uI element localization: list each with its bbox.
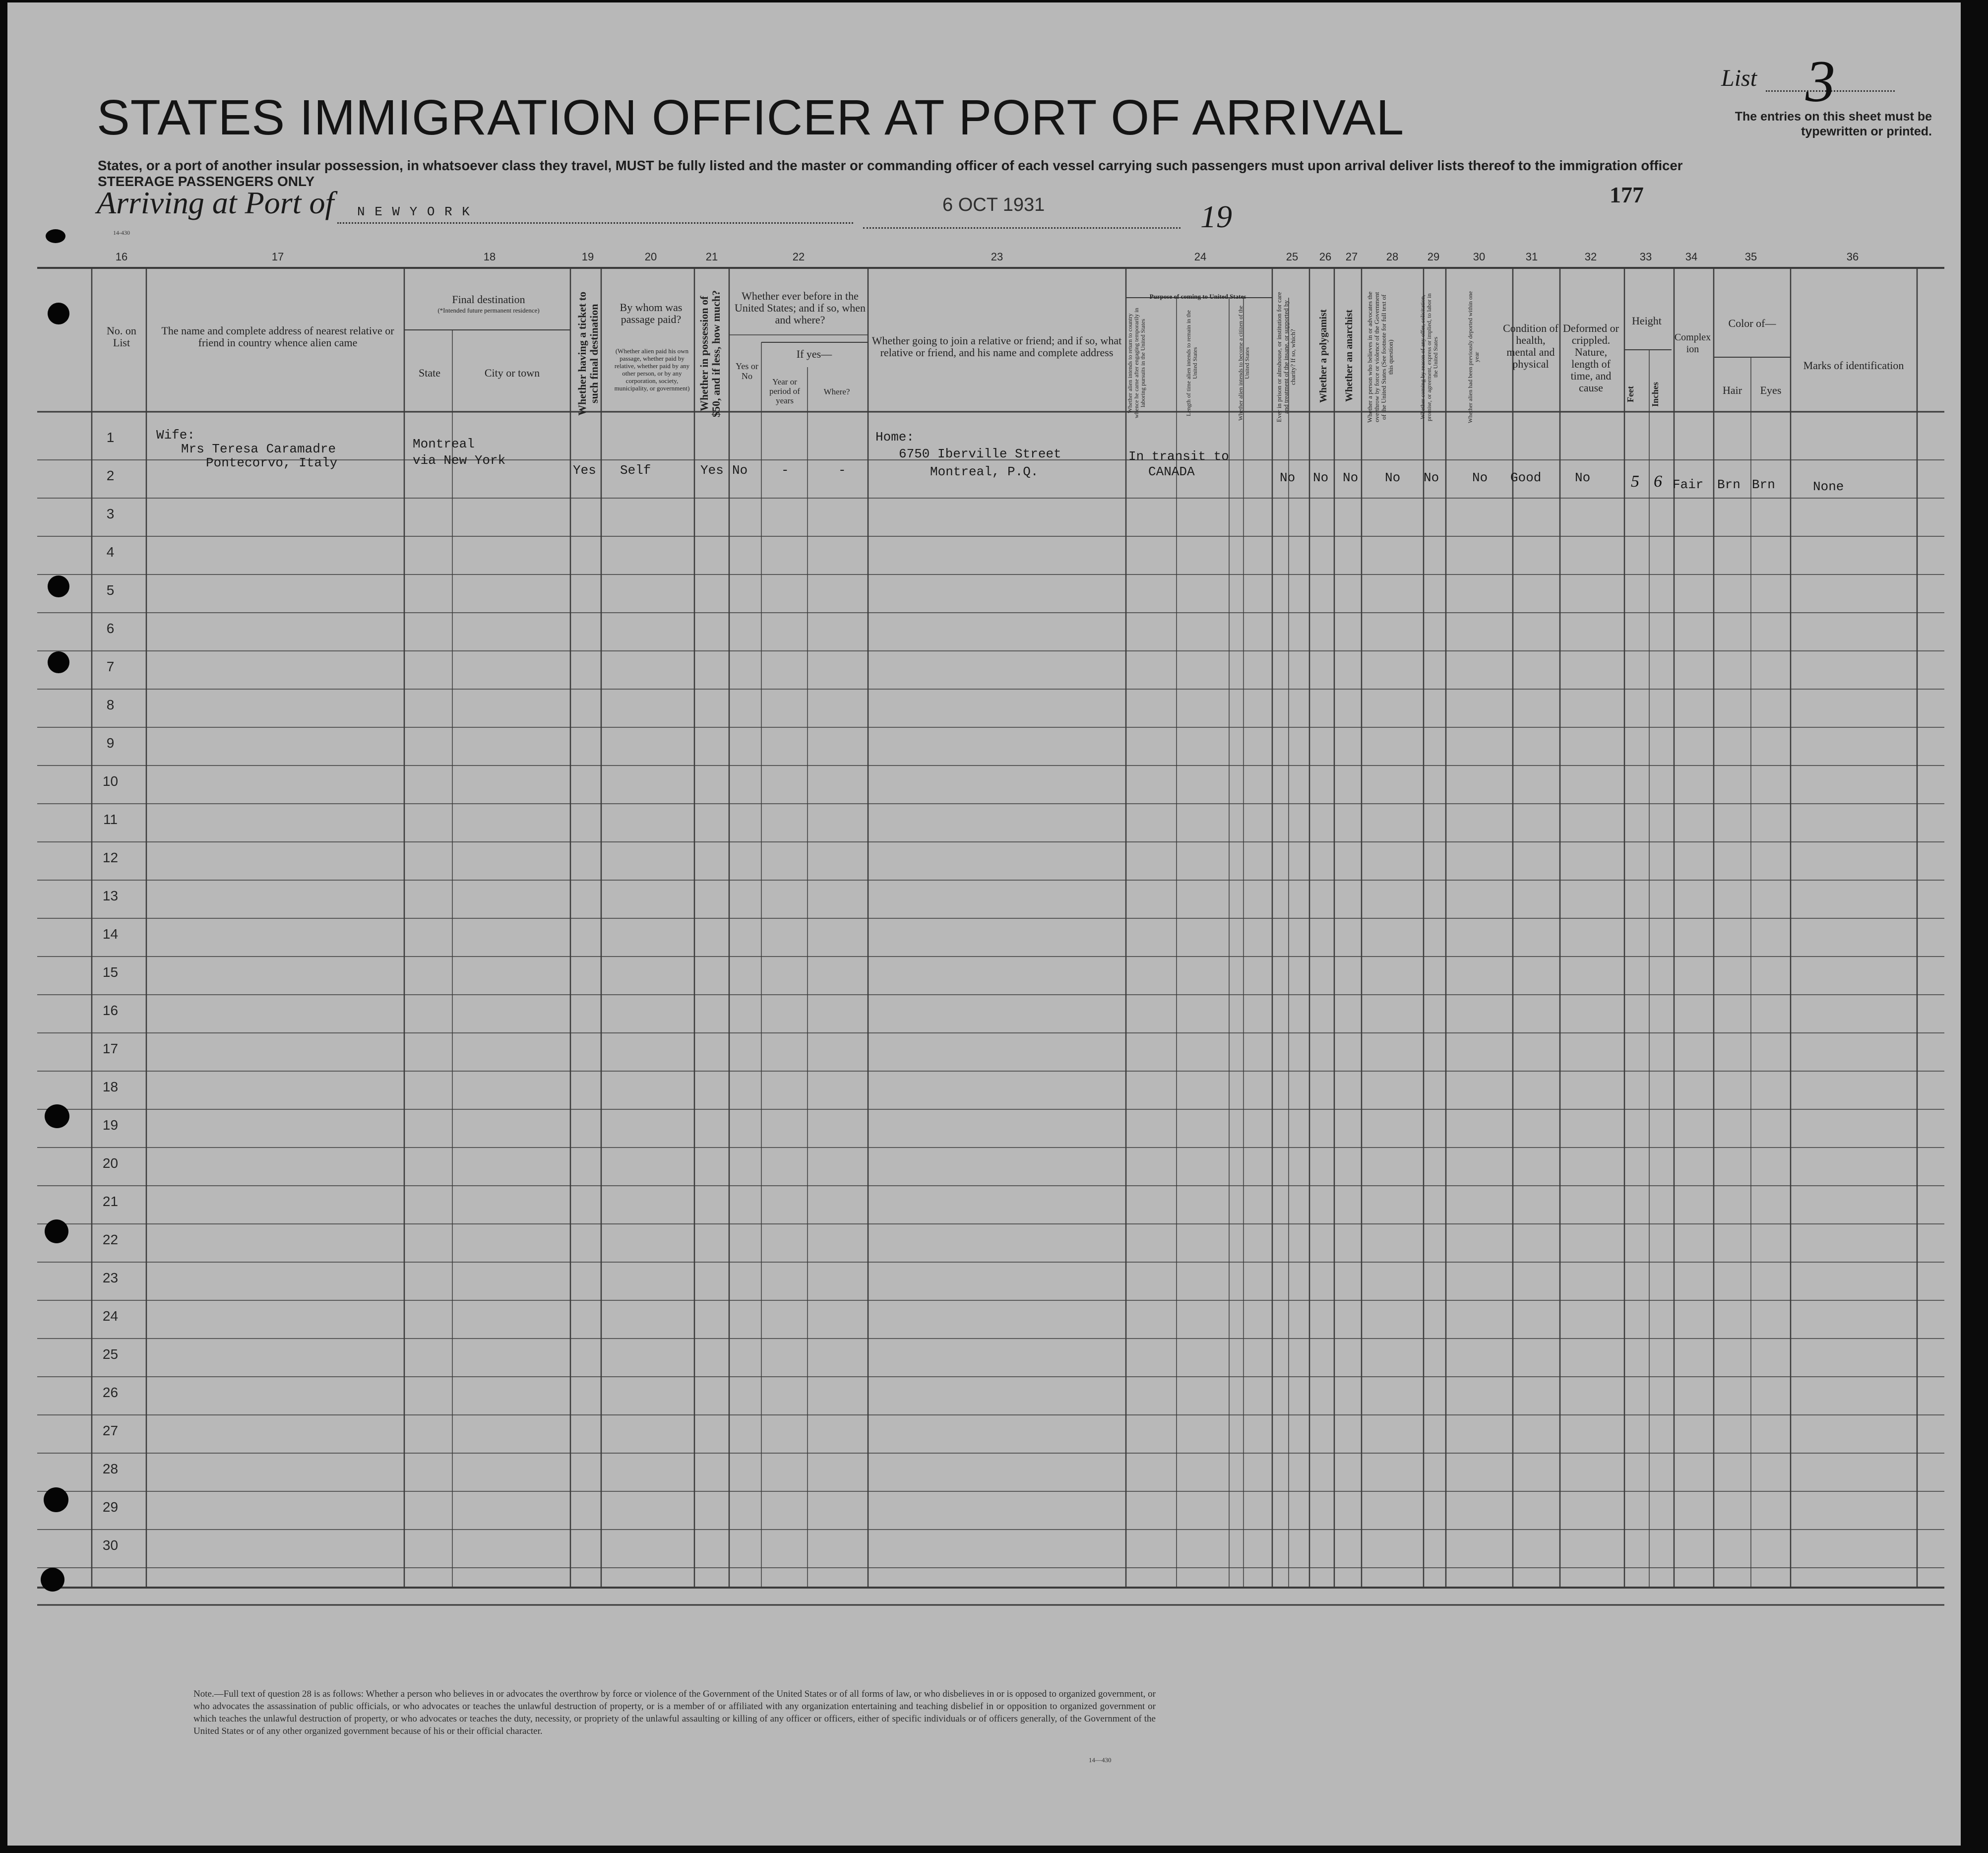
row-number: 14 (102, 926, 119, 942)
col-num-27: 27 (1345, 251, 1358, 263)
col-num-19: 19 (581, 251, 594, 263)
entry-join-3: Montreal, P.Q. (930, 464, 1039, 479)
row-number: 10 (102, 773, 119, 789)
row-number: 7 (106, 659, 115, 674)
footnote (193, 1688, 1156, 1737)
header-color-of: Color of— (1728, 317, 1776, 329)
header-marks: Marks of identification (1803, 359, 1904, 372)
row-number: 4 (106, 544, 115, 560)
header-offer: Whether coming by reason of any offer, solicitation, promise, or agreement, express or implied, to labor in the United States (1419, 293, 1439, 421)
row-number: 21 (102, 1194, 119, 1209)
header-purpose: Purpose of coming to United States (1149, 293, 1246, 300)
row-number: 15 (102, 964, 119, 980)
binder-hole (44, 1487, 68, 1512)
col-num-22: 22 (792, 251, 805, 263)
col-num-34: 34 (1685, 251, 1698, 263)
header-complexion: Complexion (1674, 332, 1711, 355)
col-num-29: 29 (1427, 251, 1440, 263)
entry-city-1: Montreal (413, 437, 475, 451)
row-number: 27 (102, 1423, 119, 1438)
header-state: State (419, 367, 440, 379)
entry-ever-before: No (732, 463, 748, 478)
col-num-20: 20 (644, 251, 657, 263)
col-num-25: 25 (1286, 251, 1299, 263)
header-overthrow: Whether a person who believes in or advocates the overthrow by force or violence of the Government of the United States (See footnote for full text of this question) (1366, 291, 1394, 423)
entry-complexion: Fair (1673, 477, 1704, 492)
header-fifty-dollars: Whether in possession of $50, and if less, how much? (698, 290, 722, 417)
entry-feet: 5 (1631, 472, 1639, 491)
header-prison: Ever in prison or almshouse, or institution for care and treatment of the insane, or supported by charity? If so, which? (1275, 292, 1297, 423)
sheet-number: 177 (1610, 182, 1644, 207)
row-number: 8 (106, 697, 115, 712)
header-class-note: STEERAGE PASSENGERS ONLY (98, 174, 315, 189)
entry-where: - (838, 463, 846, 478)
header-no-on-list: No. on List (107, 324, 136, 349)
header-join-relative: Whether going to join a relative or friend; and if so, what relative or friend, and his name and complete address (871, 334, 1122, 359)
entry-polygamist: No (1313, 470, 1329, 485)
row-number: 3 (106, 506, 115, 521)
header-instruction: States, or a port of another insular possession, in whatsoever class they travel, MUST be fully listed and the master or commanding officer of each vessel carrying such passengers must upon arrival deliver lists thereof to the immigration officer (98, 158, 1683, 173)
col-num-30: 30 (1473, 251, 1486, 263)
entry-relative-1: Wife: (156, 428, 195, 443)
binder-hole (46, 229, 65, 243)
entry-relative-3: Pontecorvo, Italy (206, 455, 338, 470)
entry-year-period: - (781, 463, 789, 478)
entry-overthrow: No (1385, 470, 1401, 485)
row-number: 11 (103, 812, 118, 827)
col-num-32: 32 (1584, 251, 1597, 263)
entry-anarchist: No (1343, 470, 1359, 485)
header-where: Where? (823, 387, 850, 396)
header-ticket: Whether having a ticket to such final destination (576, 291, 600, 416)
header-anarchist: Whether an anarchist (1344, 310, 1355, 402)
binder-hole (45, 1104, 69, 1128)
col-num-18: 18 (483, 251, 496, 263)
header-relative: The name and complete address of nearest relative or friend in country whence alien came (161, 324, 394, 349)
header-condition: Condition of health, mental and physical (1503, 322, 1558, 370)
header-hair: Hair (1722, 384, 1742, 396)
row-number: 16 (102, 1003, 119, 1018)
header-eyes: Eyes (1760, 384, 1782, 396)
form-code: 14-430 (113, 229, 130, 236)
row-number: 9 (106, 735, 115, 751)
row-number: 25 (102, 1346, 119, 1362)
row-number: 23 (102, 1270, 119, 1285)
row-number: 26 (102, 1385, 119, 1400)
row-number: 20 (102, 1155, 119, 1171)
header-polygamist: Whether a polygamist (1318, 309, 1329, 403)
header-purpose-c: Whether alien intends to become a citizen of the United States (1237, 306, 1250, 421)
entry-deformed: No (1575, 470, 1591, 485)
arriving-label: Arriving at Port of (97, 185, 334, 220)
list-number: 3 (1805, 48, 1835, 114)
binder-hole (41, 1568, 64, 1592)
entry-condition: Good (1510, 470, 1542, 485)
entry-offer: No (1424, 470, 1439, 485)
row-number: 22 (102, 1232, 119, 1247)
header-yes-no: Yes or No (736, 361, 758, 381)
row-number: 6 (106, 621, 115, 636)
header-ever-before: Whether ever before in the United States; and if so, when and where? (735, 290, 866, 326)
header-paid-by-note: (Whether alien paid his own passage, whether paid by relative, whether paid by any other person, or by any corporation, society, municipality, or government) (614, 347, 690, 392)
row-number: 13 (102, 888, 119, 903)
binder-hole (48, 651, 69, 673)
date-stamp: 6 OCT 1931 (942, 194, 1045, 215)
entry-join-2: 6750 Iberville Street (899, 447, 1061, 461)
row-number: 19 (102, 1117, 119, 1133)
entry-purpose-1: In transit to (1128, 449, 1229, 464)
row-number: 24 (102, 1308, 119, 1324)
col-num-17: 17 (271, 251, 284, 263)
binder-hole (48, 303, 69, 324)
binder-hole (48, 575, 69, 597)
header-purpose-b: Length of time alien intends to remain in the United States (1185, 310, 1198, 416)
header-height: Height (1632, 315, 1662, 327)
col-num-26: 26 (1319, 251, 1332, 263)
col-num-24: 24 (1194, 251, 1207, 263)
col-num-31: 31 (1525, 251, 1538, 263)
header-inches: Inches (1650, 382, 1660, 407)
row-number: 2 (106, 468, 115, 483)
header-purpose-a: Whether alien intends to return to country whence he came after engaging temporarily in laboring pursuits in the United States (1126, 308, 1146, 419)
entry-join-1: Home: (875, 430, 915, 445)
entry-paid-by: Self (620, 463, 651, 478)
page-title: STATES IMMIGRATION OFFICER AT PORT OF ARRIVAL (97, 90, 1405, 145)
entry-relative-2: Mrs Teresa Caramadre (181, 442, 336, 456)
row-number: 18 (102, 1079, 119, 1094)
entry-prison: No (1280, 470, 1296, 485)
entry-marks: None (1813, 479, 1844, 494)
footnote-text: Note.—Full text of question 28 is as follows: Whether a person who believes in or advocates the overthrow by force or violence of the Government of the United States or of all forms of law, or who disbelieves in or is opposed to organized government, or who advocates the assassination of public officials, or who advocates or teaches the unlawful destruction of property, or is a member of or affiliated with any organization entertaining and teaching disbelief in or opposition to organized government or which teaches the unlawful destruction of property, or who advocates or teaches the duty, necessity, or propriety of the unlawful assaulting or killing of any officer or officers, either of specific individuals or of officers generally, of the Government of the United States or of any other organized government because of his or their official character. (193, 1689, 1156, 1736)
row-number: 5 (106, 582, 115, 598)
row-number: 28 (102, 1461, 119, 1476)
entries-notice-text: The entries on this sheet must be typewritten or printed. (1735, 110, 1932, 138)
entry-hair: Brn (1717, 477, 1740, 492)
row-number: 29 (102, 1499, 119, 1515)
col-num-33: 33 (1639, 251, 1652, 263)
header-if-yes: If yes— (796, 348, 832, 360)
header-deported: Whether alien had been previously deported within one year (1467, 291, 1480, 424)
entry-city-2: via New York (413, 453, 506, 468)
header-final-destination-note: (*Intended future permanent residence) (437, 307, 540, 314)
port-value: N E W Y O R K (357, 204, 471, 219)
entry-inches: 6 (1654, 472, 1662, 491)
entry-eyes: Brn (1752, 477, 1775, 492)
footnote-form-code: 14—430 (1089, 1756, 1112, 1764)
col-num-23: 23 (991, 251, 1003, 263)
col-num-16: 16 (115, 251, 128, 263)
entry-deported: No (1472, 470, 1488, 485)
col-num-28: 28 (1386, 251, 1399, 263)
header-year-period: Year or period of years (769, 377, 800, 405)
binder-hole (45, 1219, 68, 1243)
list-label: List (1721, 65, 1757, 91)
entry-fifty: Yes (700, 463, 724, 478)
col-num-21: 21 (705, 251, 718, 263)
row-number: 30 (102, 1537, 119, 1553)
header-final-destination: Final destination (452, 293, 525, 306)
entry-purpose-2: CANADA (1148, 464, 1195, 479)
row-number: 17 (102, 1041, 119, 1056)
header-paid-by: By whom was passage paid? (620, 301, 683, 325)
header-deformed: Deformed or crippled. Nature, length of time, and cause (1562, 322, 1619, 394)
row-number: 12 (102, 850, 119, 865)
entry-ticket: Yes (573, 463, 596, 478)
col-num-36: 36 (1846, 251, 1859, 263)
header-city: City or town (484, 367, 540, 379)
col-num-35: 35 (1744, 251, 1757, 263)
header-feet: Feet (1625, 386, 1635, 403)
year-prefix: 19 (1200, 199, 1232, 234)
row-number: 1 (106, 430, 115, 445)
